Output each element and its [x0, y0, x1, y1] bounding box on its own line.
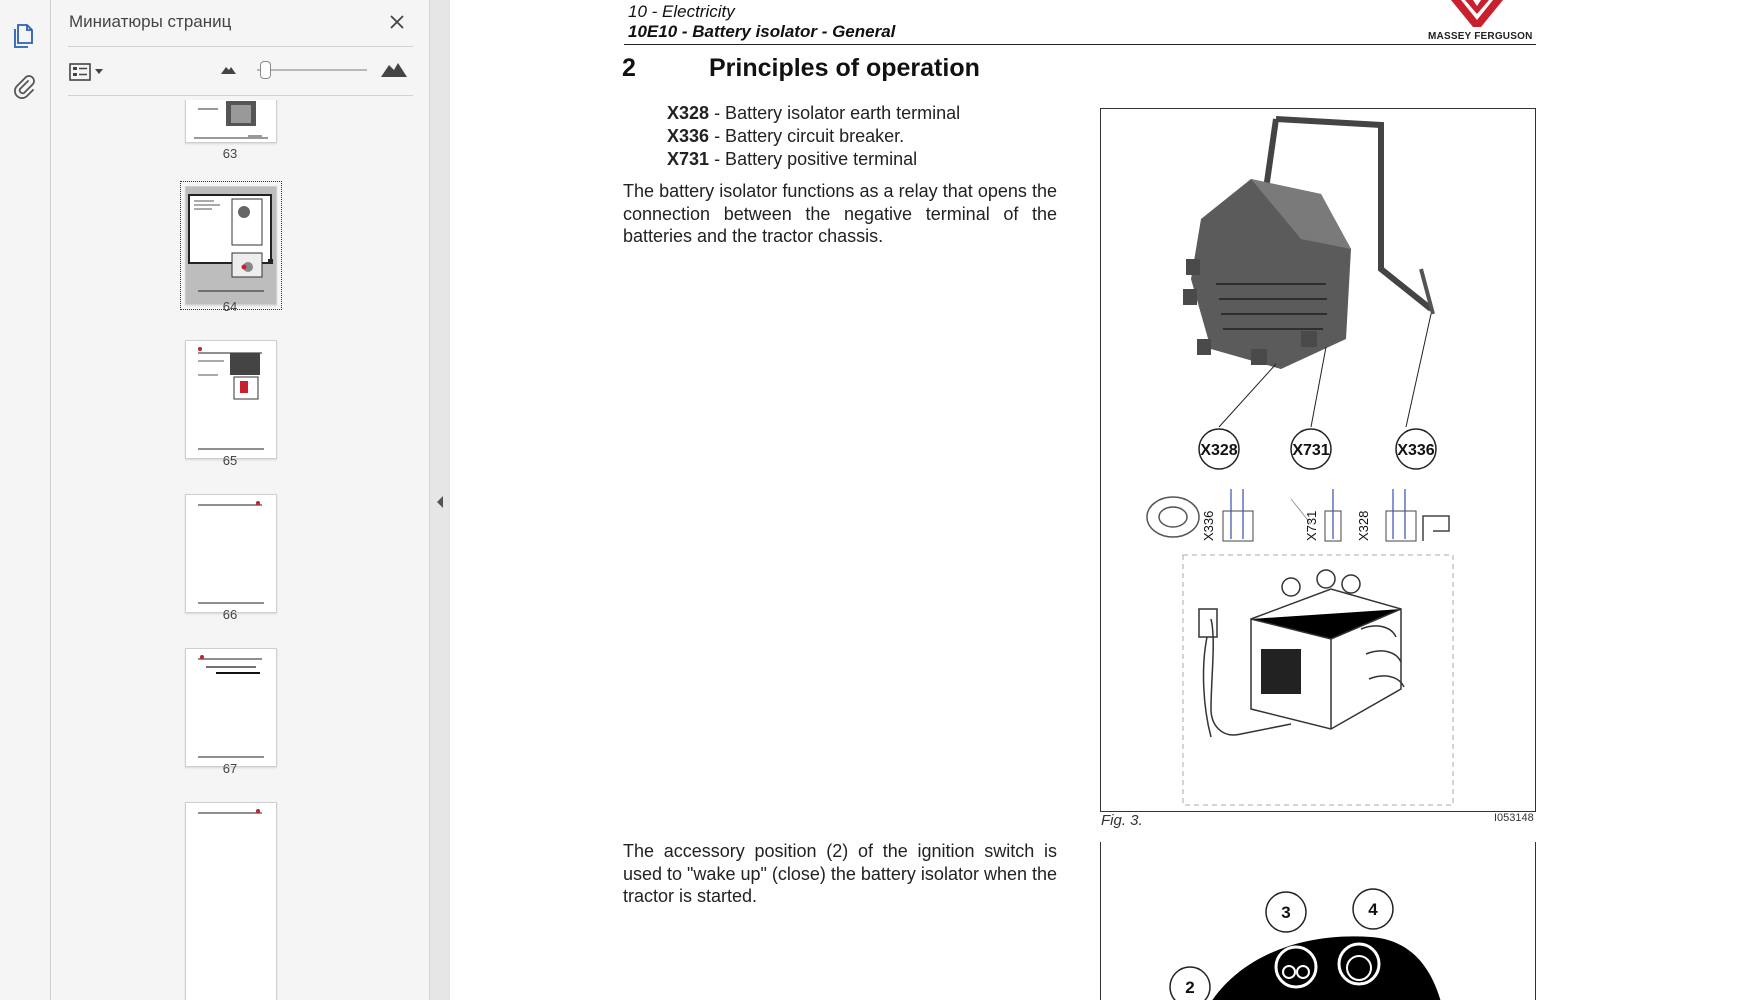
chapter-title: 10 - Electricity	[628, 2, 735, 21]
page-thumbnail[interactable]	[185, 494, 277, 613]
connector-label-x731	[1304, 511, 1319, 541]
document-page	[450, 0, 1748, 1000]
zoom-out-button[interactable]	[221, 62, 237, 80]
thumbnail-page-number: 64	[222, 299, 238, 314]
connector-label-x336	[1201, 511, 1216, 541]
zoom-in-mountain-icon	[381, 60, 407, 78]
page-thumbnail-selected[interactable]	[185, 186, 277, 305]
zoom-in-button[interactable]	[381, 60, 407, 83]
navigation-tool-strip	[0, 0, 51, 1000]
svg-text:X731: X731	[1292, 442, 1330, 459]
panel-splitter[interactable]	[429, 0, 451, 1000]
divider	[68, 95, 413, 96]
chevron-down-icon	[95, 69, 103, 75]
svg-text:X328: X328	[1200, 442, 1238, 459]
legend-item: X336 - Battery circuit breaker.	[667, 126, 905, 146]
svg-text:X328: X328	[1356, 510, 1371, 541]
svg-text:X336: X336	[1201, 510, 1216, 541]
legend-item: X731 - Battery positive terminal	[667, 149, 918, 169]
figure-ignition-switch	[1100, 842, 1536, 1000]
figure-reference: I053148	[1494, 812, 1534, 824]
section-title: 10E10 - Battery isolator - General	[628, 22, 896, 41]
body-paragraph: The battery isolator functions as a relay that opens the connection between the negative terminal of the batteries and the tractor chassis.	[623, 181, 1057, 246]
callout-x328	[1199, 429, 1239, 469]
page-thumbnail[interactable]	[185, 100, 277, 143]
thumbnail-size-slider-handle[interactable]	[260, 61, 271, 79]
svg-text:X731: X731	[1304, 510, 1319, 541]
svg-text:2: 2	[1185, 978, 1195, 997]
thumbnails-panel	[51, 0, 429, 1000]
thumbnail-size-slider-track[interactable]	[257, 69, 367, 71]
thumbnail-page-number: 65	[222, 453, 238, 468]
svg-text:X336: X336	[1397, 442, 1435, 459]
thumbnail-page-number: 66	[222, 607, 238, 622]
page-thumbnail[interactable]	[185, 802, 277, 1000]
close-icon	[389, 14, 405, 30]
callout-x731	[1291, 429, 1331, 469]
panel-title: Миниатюры страниц	[69, 12, 232, 31]
callout-x336	[1396, 429, 1436, 469]
section-heading: Principles of operation	[709, 54, 980, 82]
page-thumbnail[interactable]	[185, 340, 277, 459]
thumbnail-options-button[interactable]	[69, 60, 113, 84]
thumbnail-page-number: 63	[222, 146, 238, 161]
divider	[68, 46, 413, 47]
brand-name: MASSEY FERGUSON	[1428, 31, 1533, 42]
thumbnail-page-number: 67	[222, 761, 238, 776]
section-number: 2	[622, 54, 636, 82]
connector-label-x328	[1356, 511, 1371, 541]
pages-icon[interactable]	[11, 22, 39, 50]
collapse-panel-arrow-icon[interactable]	[436, 495, 444, 513]
figure-caption: Fig. 3.	[1101, 812, 1143, 829]
header-rule	[624, 44, 1536, 45]
svg-text:4: 4	[1368, 900, 1378, 919]
callout-2	[1170, 967, 1210, 1000]
callout-3	[1266, 892, 1306, 932]
callout-4	[1353, 889, 1393, 929]
zoom-out-mountain-icon	[221, 63, 237, 75]
body-paragraph: The accessory position (2) of the ignition switch is used to "wake up" (close) the battery isolator when the tractor is started.	[623, 841, 1058, 906]
figure-battery-isolator	[1100, 108, 1536, 812]
page-thumbnail[interactable]	[185, 648, 277, 767]
thumbnail-options-icon	[69, 63, 91, 81]
svg-text:3: 3	[1281, 903, 1291, 922]
close-panel-button[interactable]	[385, 10, 409, 34]
legend-item: X328 - Battery isolator earth terminal	[667, 103, 961, 123]
thumbnail-list	[51, 100, 406, 1000]
massey-ferguson-logo-icon	[1451, 0, 1503, 33]
attachment-icon[interactable]	[11, 74, 39, 102]
